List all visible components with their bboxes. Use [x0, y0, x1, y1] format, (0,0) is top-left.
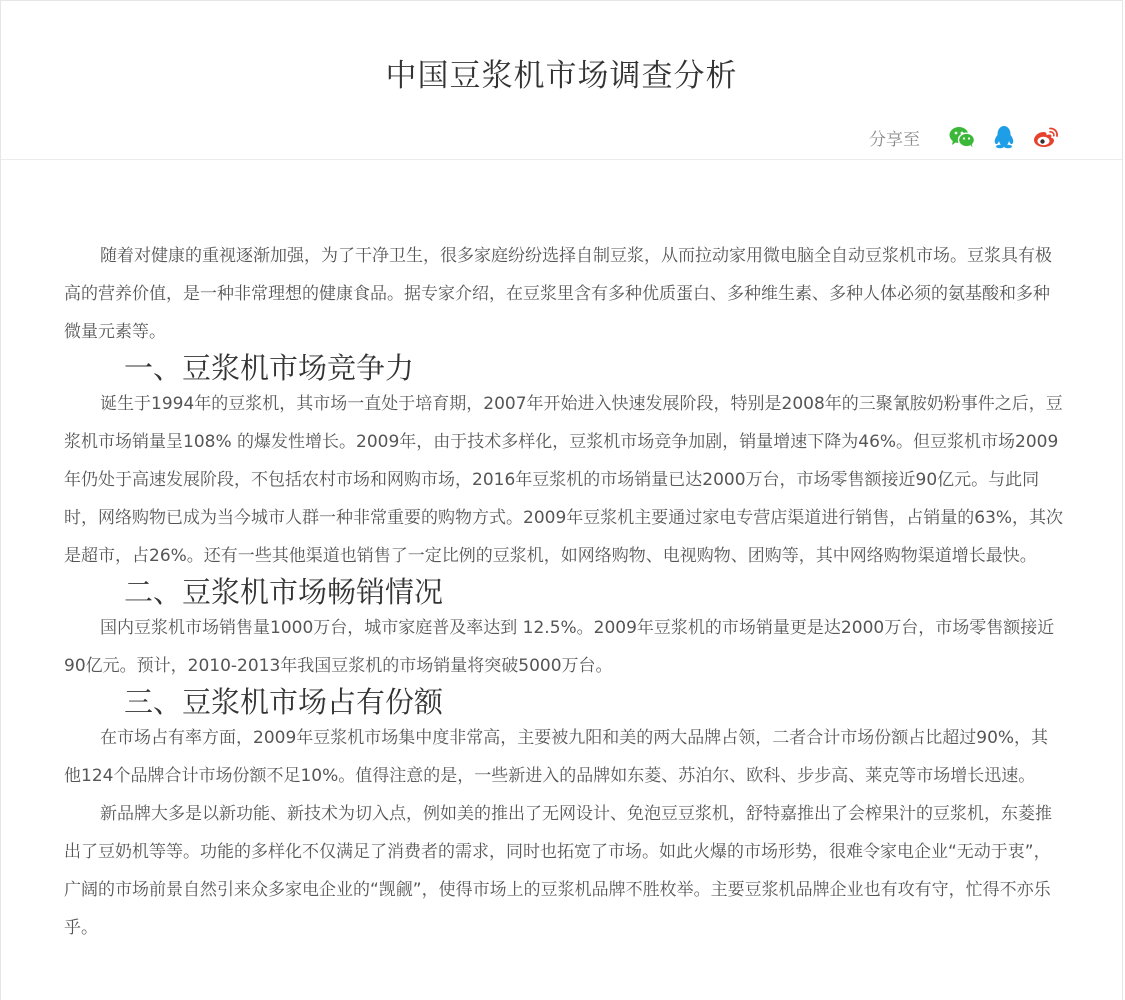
article-paragraph: 国内豆浆机市场销售量1000万台，城市家庭普及率达到 12.5%。2009年豆浆机的市场销量更是达2000万台，市场零售额接近90亿元。预计，2010-2013年我国豆浆机的市场销量将突破5000万台。 — [64, 618, 1055, 676]
section-heading: 一、豆浆机市场竞争力 — [124, 351, 415, 385]
article-paragraph: 在市场占有率方面，2009年豆浆机市场集中度非常高，主要被九阳和美的两大品牌占领，二者合计市场份额占比超过90%，其他124个品牌合计市场份额不足10%。值得注意的是，一些新进入的品牌如东菱、苏泊尔、欧科、步步高、莱克等市场增长迅速。 — [64, 728, 1049, 786]
article-paragraph: 诞生于1994年的豆浆机，其市场一直处于培育期，2007年开始进入快速发展阶段，特别是2008年的三聚氰胺奶粉事件之后，豆浆机市场销量呈108% 的爆发性增长。2009年，由于技术多样化，豆浆机市场竞争加剧，销量增速下降为46%。但豆浆机市场2009年仍处于高速发展阶段，不包括农村市场和网购市场，2016年豆浆机的市场销量已达2000万台，市场零售额接近90亿元。与此同时，网络购物已成为当今城市人群一种非常重要的购物方式。2009年豆浆机主要通过家电专营店渠道进行销售，占销量的63%，其次是超市，占26%。还有一些其他渠道也销售了一定比例的豆浆机，如网络购物、电视购物、团购等，其中网络购物渠道增长最快。 — [64, 394, 1064, 566]
article-paragraph: 随着对健康的重视逐渐加强，为了干净卫生，很多家庭纷纷选择自制豆浆，从而拉动家用微电脑全自动豆浆机市场。豆浆具有极高的营养价值，是一种非常理想的健康食品。据专家介绍，在豆浆里含有多种优质蛋白、多种维生素、多种人体必须的氨基酸和多种微量元素等。 — [64, 246, 1052, 342]
article-body — [64, 237, 1064, 947]
section-heading: 三、豆浆机市场占有份额 — [124, 685, 444, 719]
article-title: 中国豆浆机市场调查分析 — [385, 58, 738, 94]
section-heading: 二、豆浆机市场畅销情况 — [124, 575, 444, 609]
share-label: 分享至 — [869, 129, 920, 150]
qq-icon[interactable] — [990, 123, 1018, 151]
article-header — [1, 1, 1122, 160]
article-paragraph: 新品牌大多是以新功能、新技术为切入点，例如美的推出了无网设计、免泡豆豆浆机，舒特嘉推出了会榨果汁的豆浆机，东菱推出了豆奶机等等。功能的多样化不仅满足了消费者的需求，同时也拓宽了市场。如此火爆的市场形势，很难令家电企业“无动于衷”，广阔的市场前景自然引来众多家电企业的“觊觎”，使得市场上的豆浆机品牌不胜枚举。主要豆浆机品牌企业也有攻有守，忙得不亦乐乎。 — [64, 804, 1052, 938]
share-bar — [869, 121, 1060, 153]
wechat-icon[interactable] — [948, 123, 976, 151]
weibo-icon[interactable] — [1032, 123, 1060, 151]
